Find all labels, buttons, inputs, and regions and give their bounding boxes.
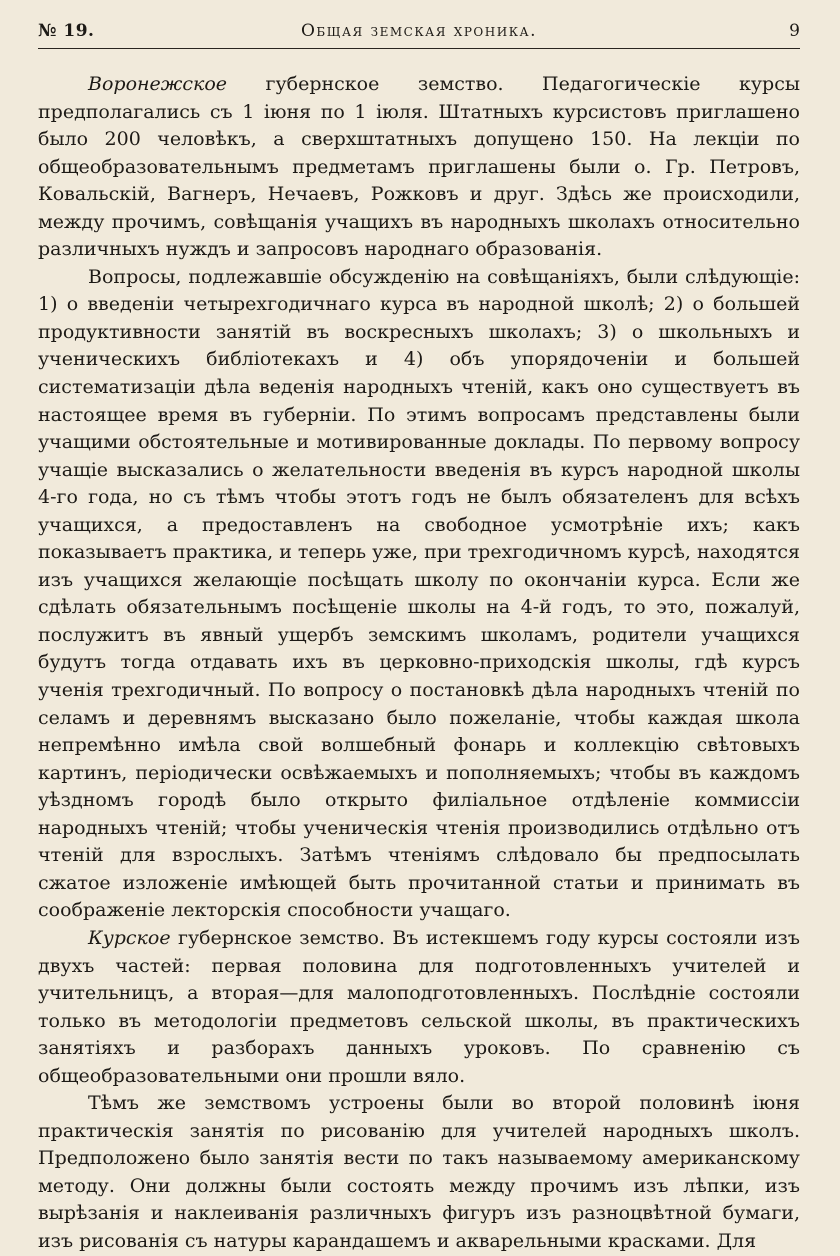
paragraph-text: губернское земство. Въ истекшемъ году курсы состояли изъ двухъ частей: первая половина для подготовленныхъ учителей и учительницъ, а вторая—для малоподготовленныхъ. Послѣдніе состояли только въ методологіи предметовъ сельской школы, въ практическихъ занятіяхъ и разборахъ данныхъ уроковъ. По сравненію съ общеобразовательными они прошли вяло. bbox=[38, 926, 800, 1087]
paragraph-kursk bbox=[38, 925, 800, 1090]
issue-number: № 19. bbox=[38, 21, 95, 41]
paragraph-questions bbox=[38, 264, 800, 925]
paragraph-lead-voronezh: Воронежское bbox=[88, 73, 228, 95]
paragraph-lead-kursk: Курское bbox=[88, 926, 171, 949]
paragraph-drawing bbox=[38, 1090, 800, 1255]
article-body bbox=[38, 49, 800, 1256]
running-header bbox=[38, 16, 800, 46]
paragraph-text: Вопросы, подлежавшіе обсужденію на совѣщаніяхъ, были слѣдующіе: 1) о введеніи четырехгодичнаго курса въ народной школѣ; 2) о большей продуктивности занятій въ воскресныхъ школахъ; 3) о школьныхъ и ученическихъ библіотекахъ и 4) объ упорядоченіи и большей систематизаціи дѣла веденія народныхъ чтеній, какъ оно существуетъ въ настоящее время въ губерніи. По этимъ вопросамъ представлены были учащими обстоятельные и мотивированные доклады. По первому вопросу учащіе высказались о желательности введенія въ курсъ народной школы 4-го года, но съ тѣмъ чтобы этотъ годъ не былъ обязателенъ для всѣхъ учащихся, а предоставленъ на свободное усмотрѣніе ихъ; какъ показываетъ практика, и теперь уже, при трехгодичномъ курсѣ, находятся изъ учащихся желающіе посѣщать школу по окончаніи курса. Если же сдѣлать обязательнымъ посѣщеніе школы на 4-й годъ, то это, пожалуй, послужитъ въ явный ущербъ земскимъ школамъ, родители учащихся будутъ тогда отдавать ихъ въ церковно-приходскія школы, гдѣ курсъ ученія трехгодичный. По вопросу о постановкѣ дѣла народныхъ чтеній по селамъ и деревнямъ высказано было пожеланіе, чтобы каждая школа непремѣнно имѣла свой волшебный фонарь и коллекцію свѣтовыхъ картинъ, періодически освѣжаемыхъ и пополняемыхъ; чтобы въ каждомъ уѣздномъ городѣ было открыто филіальное отдѣленіе коммиссіи народныхъ чтеній; чтобы ученическія чтенія производились отдѣльно отъ чтеній для взрослыхъ. Затѣмъ чтеніямъ слѣдовало бы предпосылать сжатое изложеніе имѣющей быть прочитанной статьи и принимать въ соображеніе лекторскія способности учащаго. bbox=[38, 265, 800, 922]
page-number: 9 bbox=[789, 21, 800, 41]
paragraph-voronezh bbox=[38, 71, 800, 264]
running-title: Общая земская хроника. bbox=[301, 21, 537, 41]
paragraph-text: губернское земство. Педагогическіе курсы предполагались съ 1 іюня по 1 іюля. Штатныхъ курсистовъ приглашено было 200 человѣкъ, а сверхштатныхъ допущено 150. На лекціи по общеобразовательнымъ предметамъ приглашены были о. Гр. Петровъ, Ковальскій, Вагнеръ, Нечаевъ, Рожковъ и друг. Здѣсь же происходили, между прочимъ, совѣщанія учащихъ въ народныхъ школахъ относительно различныхъ нуждъ и запросовъ народнаго образованія. bbox=[38, 73, 800, 261]
paragraph-text: Тѣмъ же земствомъ устроены были во второй половинѣ іюня практическія занятія по рисованію для учителей народныхъ школъ. Предположено было занятія вести по такъ называемому американскому методу. Они должны были состоять между прочимъ изъ лѣпки, изъ вырѣзанія и наклеиванія различныхъ фигуръ изъ разноцвѣтной бумаги, изъ рисованія съ натуры карандашемъ и акварельными красками. Для bbox=[38, 1092, 800, 1252]
